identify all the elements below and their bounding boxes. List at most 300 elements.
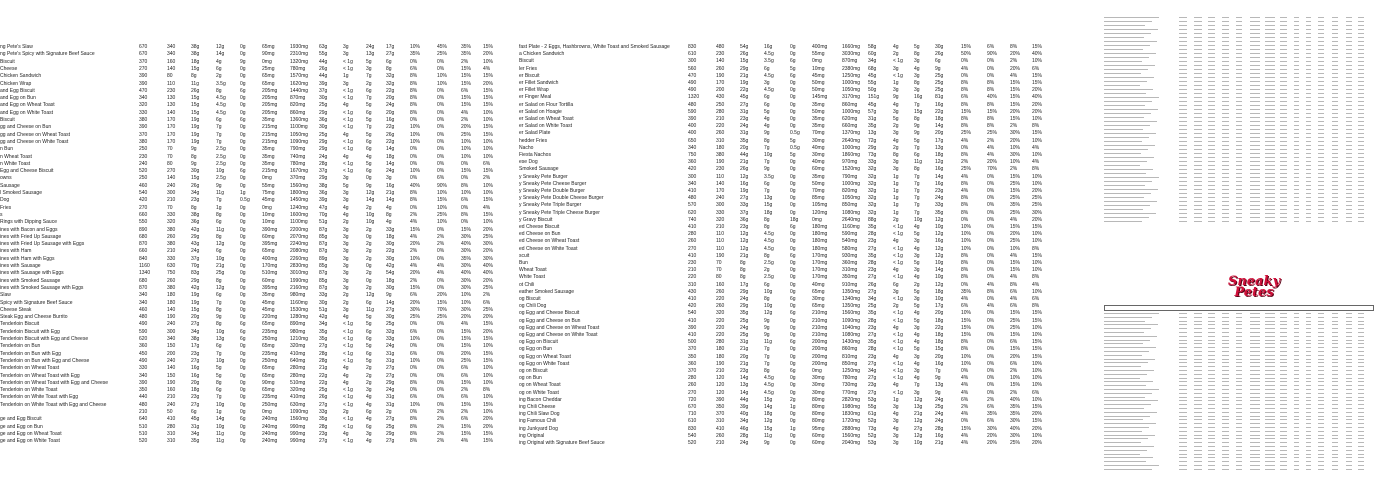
item-name-cell: ed Cheese on White Toast — [519, 245, 578, 252]
value-cell: 4% — [987, 144, 995, 151]
value-cell: 510mg — [290, 379, 306, 386]
thumbnail-cell — [1318, 423, 1324, 424]
value-cell: 70g — [191, 263, 200, 269]
value-cell: 150 — [167, 372, 176, 379]
thumbnail-cell — [1265, 221, 1275, 222]
thumbnail-cell — [1236, 355, 1242, 356]
value-cell: 2380mg — [842, 65, 861, 72]
value-cell: 15% — [483, 124, 494, 131]
thumbnail-cell — [1194, 137, 1202, 138]
value-cell: 4g — [366, 438, 372, 445]
thumbnail-cell — [1236, 378, 1242, 379]
value-cell: 0g — [240, 124, 246, 131]
value-cell: 650 — [688, 137, 697, 144]
value-cell: 0g — [240, 423, 246, 430]
thumbnail-cell — [1179, 359, 1187, 360]
value-cell: 4.5g — [764, 389, 774, 396]
value-cell: 0g — [790, 123, 796, 130]
thumbnail-cell — [1318, 29, 1324, 30]
thumbnail-cell — [1306, 197, 1311, 198]
value-cell: 160 — [167, 387, 176, 394]
thumbnail-cell — [1250, 450, 1260, 451]
item-name-cell: y Sneaky Pete Cheese Burger — [519, 180, 587, 187]
value-cell: 0g — [240, 284, 246, 291]
thumbnail-cell — [1294, 93, 1299, 94]
value-cell: 51g — [319, 219, 328, 226]
thumbnail-cell — [1306, 17, 1311, 18]
thumbnail-cell — [1280, 438, 1287, 439]
item-name-cell: er Fillet Wrap — [519, 87, 549, 94]
value-cell: 22g — [319, 372, 328, 379]
value-cell: 4% — [961, 296, 969, 302]
thumbnail-cell — [1104, 347, 1156, 348]
value-cell: 80 — [167, 73, 173, 80]
value-cell: 70 — [716, 260, 722, 266]
value-cell: 4% — [1032, 159, 1040, 166]
value-cell: 340 — [167, 44, 176, 50]
value-cell: 8% — [410, 80, 418, 87]
value-cell: 6% — [461, 372, 469, 379]
value-cell: 15% — [461, 73, 472, 80]
value-cell: 34g — [868, 368, 877, 374]
thumbnail-cell — [1306, 465, 1311, 466]
thumbnail-cell — [1194, 81, 1202, 82]
thumbnail-cell — [1265, 45, 1275, 46]
value-cell: 27g — [386, 306, 395, 313]
thumbnail-cell — [1346, 221, 1352, 222]
value-cell: 15% — [461, 95, 472, 102]
value-cell: 2% — [437, 430, 445, 437]
thumbnail-cell — [1358, 181, 1364, 182]
thumbnail-cell — [1346, 45, 1352, 46]
thumbnail-cell — [1265, 397, 1275, 398]
value-cell: 2g — [893, 123, 899, 130]
value-cell: 10% — [483, 182, 494, 189]
thumbnail-cell — [1265, 61, 1275, 62]
thumbnail-cell — [1280, 173, 1287, 174]
thumbnail-cell — [1104, 129, 1143, 130]
thumbnail-cell — [1332, 370, 1338, 371]
thumbnail-cell — [1358, 117, 1364, 118]
thumbnail-cell — [1346, 457, 1352, 458]
value-cell: 5g — [914, 303, 920, 310]
value-cell: 20% — [483, 328, 494, 335]
value-cell: 70% — [987, 166, 998, 173]
thumbnail-cell — [1179, 77, 1187, 78]
value-cell: 22g — [935, 108, 944, 115]
thumbnail-cell — [1332, 49, 1338, 50]
value-cell: 10g — [216, 168, 225, 175]
thumbnail-cell — [1265, 157, 1275, 158]
value-cell: 4g — [914, 375, 920, 382]
thumbnail-cell — [1306, 205, 1311, 206]
thumbnail-cell — [1208, 109, 1215, 110]
value-cell: 3010mg — [290, 270, 309, 277]
value-cell: 15% — [483, 438, 494, 445]
thumbnail-cell — [1104, 324, 1158, 325]
value-cell: 53g — [868, 396, 877, 403]
value-cell: 29g — [740, 288, 749, 295]
value-cell: 30g — [319, 299, 328, 306]
value-cell: 410 — [716, 425, 725, 432]
value-cell: 8% — [961, 87, 969, 94]
thumbnail-cell — [1280, 57, 1287, 58]
value-cell: 26g — [191, 87, 200, 94]
value-cell: 60mg — [812, 432, 825, 439]
value-cell: 480 — [716, 44, 725, 50]
value-cell: 8% — [1032, 123, 1040, 130]
thumbnail-cell — [1250, 343, 1260, 344]
value-cell: 0% — [437, 284, 445, 291]
value-cell: 7g — [216, 394, 222, 401]
value-cell: 18g — [935, 152, 944, 158]
thumbnail-cell — [1358, 61, 1364, 62]
thumbnail-cell — [1236, 145, 1242, 146]
value-cell: 29g — [868, 144, 877, 151]
value-cell: < 1g — [343, 138, 353, 145]
value-cell: 10% — [410, 255, 421, 262]
thumbnail-cell — [1236, 73, 1242, 74]
value-cell: 34g — [740, 418, 749, 425]
thumbnail-cell — [1294, 105, 1299, 106]
thumbnail-cell — [1208, 336, 1215, 337]
value-cell: 2% — [483, 175, 491, 182]
value-cell: 170 — [167, 131, 176, 138]
value-cell: 0g — [366, 233, 372, 240]
thumbnail-cell — [1318, 137, 1324, 138]
item-name-cell: Fiesta Nachos — [519, 152, 551, 158]
value-cell: 1340 — [139, 270, 151, 277]
thumbnail-cell — [1222, 29, 1229, 30]
thumbnail-cell — [1306, 157, 1311, 158]
thumbnail-cell — [1194, 21, 1202, 22]
value-cell: 0% — [987, 310, 995, 317]
value-cell: 55g — [319, 51, 328, 58]
value-cell: 20% — [987, 159, 998, 166]
value-cell: 20% — [1010, 231, 1021, 238]
value-cell: 660 — [139, 211, 148, 218]
thumbnail-cell — [1294, 37, 1299, 38]
thumbnail-cell — [1294, 454, 1299, 455]
value-cell: 25% — [483, 306, 494, 313]
value-cell: 10% — [961, 224, 972, 230]
thumbnail-cell — [1346, 351, 1352, 352]
thumbnail-cell — [1236, 129, 1242, 130]
value-cell: 3g — [914, 353, 920, 360]
thumbnail-cell — [1332, 389, 1338, 390]
thumbnail-cell — [1280, 427, 1287, 428]
value-cell: 0mg — [812, 58, 822, 65]
value-cell: 2% — [437, 416, 445, 423]
value-cell: 210 — [139, 409, 148, 415]
value-cell: 70 — [167, 146, 173, 153]
value-cell: 235mg — [262, 350, 278, 357]
thumbnail-cell — [1306, 351, 1311, 352]
thumbnail-cell — [1194, 366, 1202, 367]
value-cell: 40% — [1032, 51, 1043, 58]
value-cell: 20% — [483, 423, 494, 430]
thumbnail-cell — [1318, 209, 1324, 210]
value-cell: 4% — [461, 109, 469, 116]
thumbnail-cell — [1179, 121, 1187, 122]
value-cell: 0% — [410, 58, 418, 65]
thumbnail-cell — [1265, 177, 1275, 178]
value-cell: 12g — [740, 231, 749, 238]
value-cell: 4% — [961, 432, 969, 439]
thumbnail-cell — [1104, 153, 1141, 154]
value-cell: 29g — [319, 109, 328, 116]
value-cell: 0% — [987, 260, 995, 266]
thumbnail-cell — [1265, 381, 1275, 382]
value-cell: 215mg — [262, 138, 278, 145]
value-cell: 410mg — [290, 394, 306, 401]
value-cell: 110 — [716, 231, 724, 238]
value-cell: 10g — [216, 401, 225, 408]
thumbnail-cell — [1208, 137, 1215, 138]
thumbnail-cell — [1294, 77, 1299, 78]
thumbnail-cell — [1318, 21, 1324, 22]
value-cell: 50mg — [812, 80, 825, 86]
thumbnail-cell — [1358, 33, 1364, 34]
thumbnail-cell — [1194, 141, 1202, 142]
thumbnail-cell — [1104, 435, 1155, 436]
thumbnail-cell — [1332, 317, 1338, 318]
value-cell: 390mg — [262, 226, 278, 233]
thumbnail-cell — [1250, 313, 1260, 314]
value-cell: 35g — [868, 123, 877, 130]
thumbnail-cell — [1294, 412, 1299, 413]
value-cell: 18g — [191, 58, 200, 65]
thumbnail-cell — [1318, 121, 1324, 122]
value-cell: 25g — [319, 387, 328, 394]
value-cell: 4g — [914, 332, 920, 338]
value-cell: 7g — [216, 131, 222, 138]
item-name-cell: Tenderloin on Bun with Egg and Cheese — [0, 357, 90, 364]
item-name-cell: Cheese Steak — [0, 306, 32, 313]
value-cell: 52g — [868, 432, 877, 439]
value-cell: 6g — [386, 58, 392, 65]
value-cell: 220 — [716, 296, 725, 302]
value-cell: 4g — [343, 153, 349, 160]
thumbnail-cell — [1104, 193, 1151, 194]
thumbnail-cell — [1208, 324, 1215, 325]
value-cell: 240mg — [262, 430, 278, 437]
value-cell: 4g — [914, 65, 920, 72]
value-cell: 14g — [216, 51, 225, 58]
thumbnail-cell — [1208, 29, 1215, 30]
value-cell: 90mg — [262, 51, 275, 58]
thumbnail-cell — [1179, 181, 1187, 182]
value-cell: < 1g — [893, 346, 903, 353]
thumbnail-cell — [1280, 336, 1287, 337]
value-cell: 20% — [1032, 411, 1043, 418]
nutrition-table-left — [0, 44, 500, 454]
thumbnail-cell — [1306, 385, 1311, 386]
value-cell: 4.5g — [764, 51, 774, 58]
thumbnail-cell — [1294, 340, 1299, 341]
value-cell: 1000mg — [842, 180, 861, 187]
thumbnail-cell — [1306, 340, 1311, 341]
value-cell: 780mg — [842, 375, 858, 382]
value-cell: 7g — [914, 195, 920, 202]
thumbnail-cell — [1306, 25, 1311, 26]
thumbnail-cell — [1332, 89, 1338, 90]
thumbnail-cell — [1208, 438, 1215, 439]
value-cell: 1040mg — [842, 324, 861, 331]
value-cell: 4g — [366, 401, 372, 408]
value-cell: 61g — [868, 411, 877, 418]
value-cell: 2070mg — [290, 233, 309, 240]
thumbnail-cell — [1318, 157, 1324, 158]
value-cell: 8g — [740, 267, 746, 274]
value-cell: 15% — [483, 401, 494, 408]
value-cell: 1080mg — [842, 332, 861, 338]
value-cell: 30mg — [812, 375, 825, 382]
value-cell: 260 — [688, 382, 697, 389]
value-cell: 1g — [893, 80, 899, 86]
value-cell: 19g — [740, 188, 749, 194]
value-cell: 8g — [914, 51, 920, 58]
item-name-cell: and Egg on Wheat Toast — [0, 102, 55, 109]
value-cell: 7g — [914, 180, 920, 187]
item-name-cell: og Egg on White Toast — [519, 360, 570, 367]
thumbnail-cell — [1179, 370, 1187, 371]
value-cell: 10% — [410, 168, 421, 175]
thumbnail-cell — [1104, 454, 1140, 455]
value-cell: 170mg — [812, 274, 828, 281]
value-cell: 2160mg — [290, 284, 309, 291]
thumbnail-cell — [1332, 161, 1338, 162]
thumbnail-cell — [1280, 85, 1287, 86]
thumbnail-cell — [1208, 213, 1215, 214]
value-cell: 8g — [764, 252, 770, 259]
value-cell: 2880mg — [842, 425, 861, 432]
value-cell: 1670mg — [290, 168, 309, 175]
item-name-cell: fast Plate - 2 Eggs, Hashbrowns, White Toast and Smoked Sausage — [519, 44, 670, 50]
thumbnail-cell — [1332, 469, 1338, 470]
thumbnail-cell — [1208, 41, 1215, 42]
thumbnail-cell — [1280, 189, 1287, 190]
value-cell: 13g — [740, 382, 749, 389]
thumbnail-cell — [1332, 169, 1338, 170]
thumbnail-cell — [1194, 69, 1202, 70]
value-cell: 19g — [740, 80, 749, 86]
value-cell: 29g — [319, 138, 328, 145]
value-cell: 1320mg — [290, 58, 309, 65]
thumbnail-cell — [1179, 374, 1187, 375]
value-cell: 15% — [483, 350, 494, 357]
value-cell: 15% — [461, 423, 472, 430]
thumbnail-cell — [1294, 189, 1299, 190]
value-cell: 6g — [216, 248, 222, 255]
thumbnail-cell — [1318, 73, 1324, 74]
value-cell: 12g — [935, 252, 944, 259]
value-cell: 23g — [191, 394, 200, 401]
thumbnail-cell — [1208, 393, 1215, 394]
thumbnail-cell — [1104, 133, 1156, 134]
thumbnail-cell — [1358, 431, 1364, 432]
thumbnail-cell — [1294, 465, 1299, 466]
thumbnail-cell — [1208, 177, 1215, 178]
thumbnail-cell — [1265, 416, 1275, 417]
value-cell: 1240mg — [290, 204, 309, 211]
thumbnail-cell — [1194, 45, 1202, 46]
value-cell: 8g — [216, 233, 222, 240]
value-cell: 15% — [1010, 310, 1021, 317]
thumbnail-cell — [1194, 101, 1202, 102]
value-cell: 10% — [410, 124, 421, 131]
item-name-cell: Nacho — [519, 144, 534, 151]
value-cell: 330 — [167, 255, 176, 262]
value-cell: 3g — [343, 80, 349, 87]
thumbnail-cell — [1318, 419, 1324, 420]
thumbnail-cell — [1236, 81, 1242, 82]
value-cell: 80 — [167, 160, 173, 167]
thumbnail-cell — [1250, 85, 1260, 86]
thumbnail-cell — [1250, 117, 1260, 118]
thumbnail-cell — [1104, 336, 1157, 337]
value-cell: 0g — [790, 274, 796, 281]
value-cell: 27g — [191, 401, 200, 408]
thumbnail-cell — [1280, 17, 1287, 18]
value-cell: 20g — [935, 353, 944, 360]
thumbnail-cell — [1306, 153, 1311, 154]
value-cell: 150 — [167, 343, 176, 350]
thumbnail-cell — [1358, 461, 1364, 462]
thumbnail-cell — [1346, 217, 1352, 218]
thumbnail-cell — [1222, 393, 1229, 394]
thumbnail-cell — [1332, 343, 1338, 344]
thumbnail-cell — [1104, 465, 1159, 466]
value-cell: 0% — [987, 382, 995, 389]
value-cell: 3g — [343, 197, 349, 204]
value-cell: 36g — [740, 216, 749, 223]
value-cell: 4% — [961, 382, 969, 389]
value-cell: 25% — [961, 130, 972, 137]
value-cell: 39g — [319, 197, 328, 204]
thumbnail-cell — [1332, 201, 1338, 202]
value-cell: 6g — [216, 387, 222, 394]
value-cell: 2% — [987, 137, 995, 144]
value-cell: 8g — [893, 152, 899, 158]
thumbnail-cell — [1104, 37, 1144, 38]
thumbnail-cell — [1358, 393, 1364, 394]
thumbnail-cell — [1250, 359, 1260, 360]
value-cell: 0% — [410, 160, 418, 167]
value-cell: 15% — [1010, 346, 1021, 353]
value-cell: 29g — [740, 303, 749, 310]
value-cell: 240mg — [262, 423, 278, 430]
thumbnail-cell — [1265, 81, 1275, 82]
thumbnail-cell — [1265, 370, 1275, 371]
value-cell: 38g — [191, 51, 200, 58]
value-cell: 6g — [240, 321, 246, 328]
value-cell: 31g — [386, 357, 395, 364]
value-cell: 0% — [437, 65, 445, 72]
thumbnail-cell — [1346, 431, 1352, 432]
value-cell: 4% — [961, 440, 969, 446]
thumbnail-cell — [1250, 121, 1260, 122]
value-cell: 0% — [437, 248, 445, 255]
thumbnail-cell — [1306, 193, 1311, 194]
thumbnail-cell — [1358, 366, 1364, 367]
thumbnail-cell — [1346, 65, 1352, 66]
thumbnail-cell — [1265, 169, 1275, 170]
thumbnail-cell — [1346, 313, 1352, 314]
value-cell: 10% — [483, 117, 494, 123]
value-cell: 520 — [139, 438, 148, 445]
value-cell: 0g — [240, 153, 246, 160]
